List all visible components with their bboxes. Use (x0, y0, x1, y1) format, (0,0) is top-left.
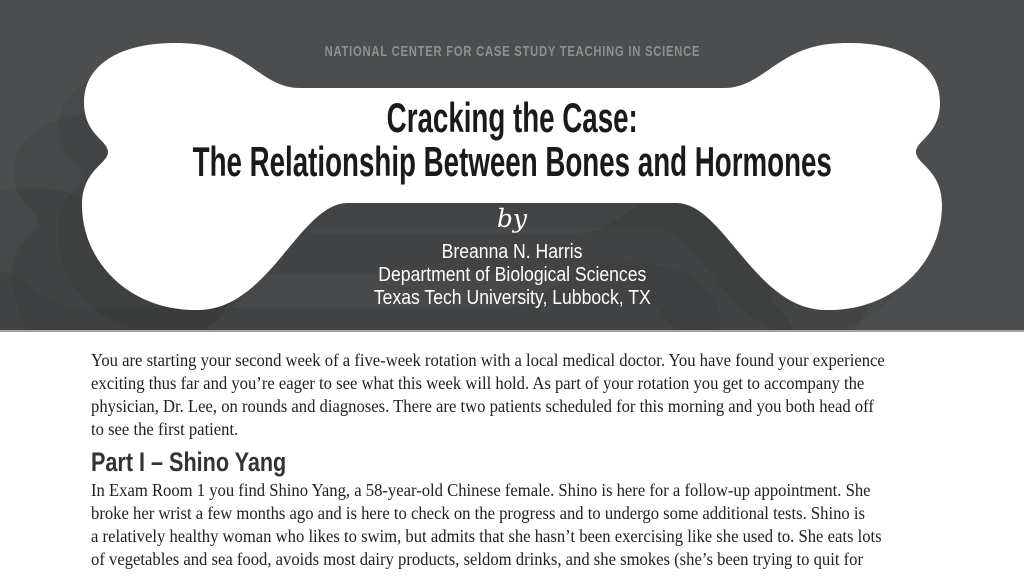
text-line: broke her wrist a few months ago and is here to check on the progress and to undergo some additional tests. Shino is (91, 503, 865, 523)
text-line: of vegetables and sea food, avoids most dairy products, seldom drinks, and she smokes (she’s been trying to quit for (91, 549, 863, 569)
part-i-heading (91, 447, 335, 477)
text-line: You are starting your second week of a five-week rotation with a local medical doctor. You have found your experience (91, 350, 885, 370)
author-affiliation-univ: Texas Tech University, Lubbock, TX (373, 287, 651, 309)
author-affiliation-dept: Department of Biological Sciences (377, 264, 647, 286)
intro-paragraph (91, 349, 885, 441)
text-line: to see the first patient. (91, 419, 239, 439)
part-i-paragraph (91, 479, 882, 571)
org-name-text: NATIONAL CENTER FOR CASE STUDY TEACHING IN SCIENCE (324, 43, 700, 60)
author-block (0, 241, 1024, 310)
text-line: a relatively healthy woman who likes to swim, but admits that she hasn’t been exercising like she used to. She eats lots (91, 526, 882, 546)
org-name (0, 44, 1024, 60)
case-title (0, 96, 1024, 184)
text-line: In Exam Room 1 you find Shino Yang, a 58-year-old Chinese female. Shino is here for a follow-up appointment. She (91, 480, 871, 500)
text-line: exciting thus far and you’re eager to see what this week will hold. As part of your rotation you get to accompany the (91, 373, 865, 393)
case-title-line1: Cracking the Case: (386, 94, 638, 141)
author-name: Breanna N. Harris (441, 241, 583, 263)
case-title-line2: The Relationship Between Bones and Hormones (192, 138, 832, 185)
text-line: physician, Dr. Lee, on rounds and diagnoses. There are two patients scheduled for this morning and you both head off (91, 396, 874, 416)
part-i-heading-text: Part I – Shino Yang (91, 447, 287, 477)
byline: by (496, 204, 528, 233)
